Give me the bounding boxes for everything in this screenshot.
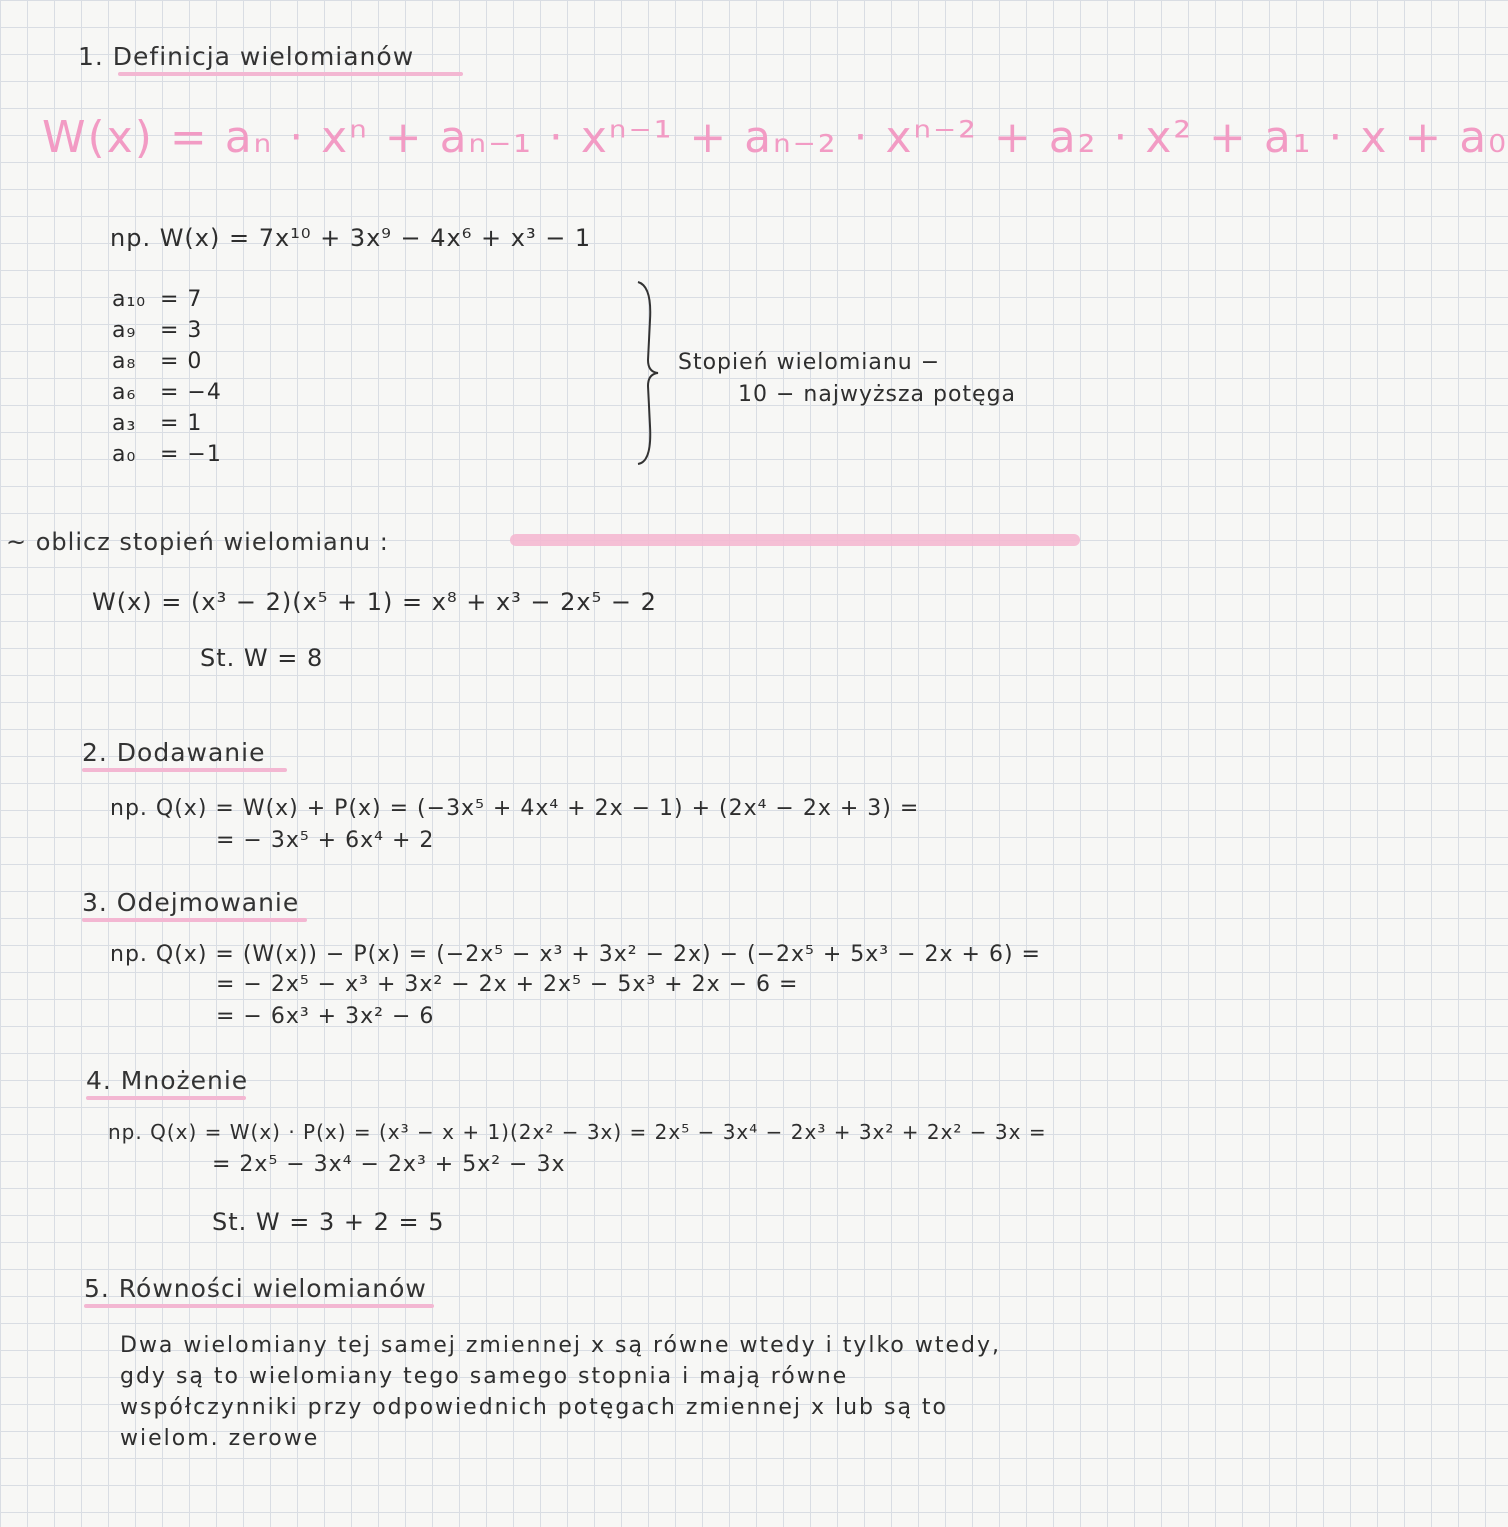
section-3-line-1: np. Q(x) = (W(x)) − P(x) = (−2x⁵ − x³ + 3x² − 2x) − (−2x⁵ + 5x³ − 2x + 6) = (110, 942, 1041, 967)
coefficient-value: = −1 (160, 442, 222, 467)
section-4-title: 4. Mnożenie (86, 1066, 249, 1095)
coefficient-value: = 3 (160, 318, 203, 343)
coefficient-row (112, 315, 222, 346)
section-5-underline (84, 1304, 434, 1308)
coefficient-value: = 1 (160, 411, 203, 436)
degree-task-title: ~ oblicz stopień wielomianu : (6, 528, 389, 556)
coefficient-value: = −4 (160, 380, 222, 405)
coefficient-name: a₀ (112, 442, 137, 467)
section-4-line-1: np. Q(x) = W(x) · P(x) = (x³ − x + 1)(2x² − 3x) = 2x⁵ − 3x⁴ − 2x³ + 3x² + 2x² − 3x = (108, 1120, 1047, 1144)
coefficient-row (112, 346, 222, 377)
coefficient-row (112, 284, 222, 315)
coefficient-row (112, 377, 222, 408)
section-3-line-2: = − 2x⁵ − x³ + 3x² − 2x + 2x⁵ − 5x³ + 2x − 6 = (216, 972, 799, 997)
degree-task-result: St. W = 8 (200, 644, 324, 672)
section-3-line-3: = − 6x³ + 3x² − 6 (216, 1004, 435, 1029)
example-polynomial: np. W(x) = 7x¹⁰ + 3x⁹ − 4x⁶ + x³ − 1 (110, 224, 592, 252)
coefficient-value: = 0 (160, 349, 203, 374)
coefficient-value: = 7 (160, 287, 203, 312)
degree-task-equation: W(x) = (x³ − 2)(x⁵ + 1) = x⁸ + x³ − 2x⁵ − 2 (92, 588, 657, 616)
curly-brace-icon (628, 280, 668, 466)
coefficient-name: a₆ (112, 380, 137, 405)
coefficients-list (112, 284, 222, 470)
degree-note-line-2: 10 − najwyższa potęga (738, 382, 1017, 407)
section-3-underline (82, 918, 307, 922)
coefficient-name: a₃ (112, 411, 137, 436)
section-2-title: 2. Dodawanie (82, 738, 266, 767)
degree-note-line-1: Stopień wielomianu − (678, 350, 941, 375)
section-1-title: 1. Definicja wielomianów (78, 42, 415, 71)
section-2-line-2: = − 3x⁵ + 6x⁴ + 2 (216, 828, 435, 853)
section-3-title: 3. Odejmowanie (82, 888, 300, 917)
coefficient-name: a₁₀ (112, 287, 147, 312)
coefficient-name: a₉ (112, 318, 137, 343)
coefficient-row (112, 408, 222, 439)
polynomial-definition-formula: W(x) = aₙ · xⁿ + aₙ₋₁ · xⁿ⁻¹ + aₙ₋₂ · xⁿ⁻² + a₂ · x² + a₁ · x + a₀ (42, 112, 1508, 163)
highlight-bar (510, 534, 1080, 546)
section-2-line-1: np. Q(x) = W(x) + P(x) = (−3x⁵ + 4x⁴ + 2x − 1) + (2x⁴ − 2x + 3) = (110, 796, 920, 821)
section-4-result: St. W = 3 + 2 = 5 (212, 1208, 445, 1236)
section-4-line-2: = 2x⁵ − 3x⁴ − 2x³ + 5x² − 3x (212, 1152, 566, 1177)
section-4-underline (86, 1096, 246, 1100)
section-1-underline (118, 72, 463, 76)
coefficient-row (112, 439, 222, 470)
coefficient-name: a₈ (112, 349, 137, 374)
section-5-paragraph: Dwa wielomiany tej samej zmiennej x są równe wtedy i tylko wtedy, gdy są to wielomiany tego samego stopnia i mają równe współczynniki przy odpowiednich potęgach zmiennej x lub są to wielom. zerowe (120, 1333, 1002, 1451)
section-5-title: 5. Równości wielomianów (84, 1274, 427, 1303)
section-2-underline (82, 768, 287, 772)
